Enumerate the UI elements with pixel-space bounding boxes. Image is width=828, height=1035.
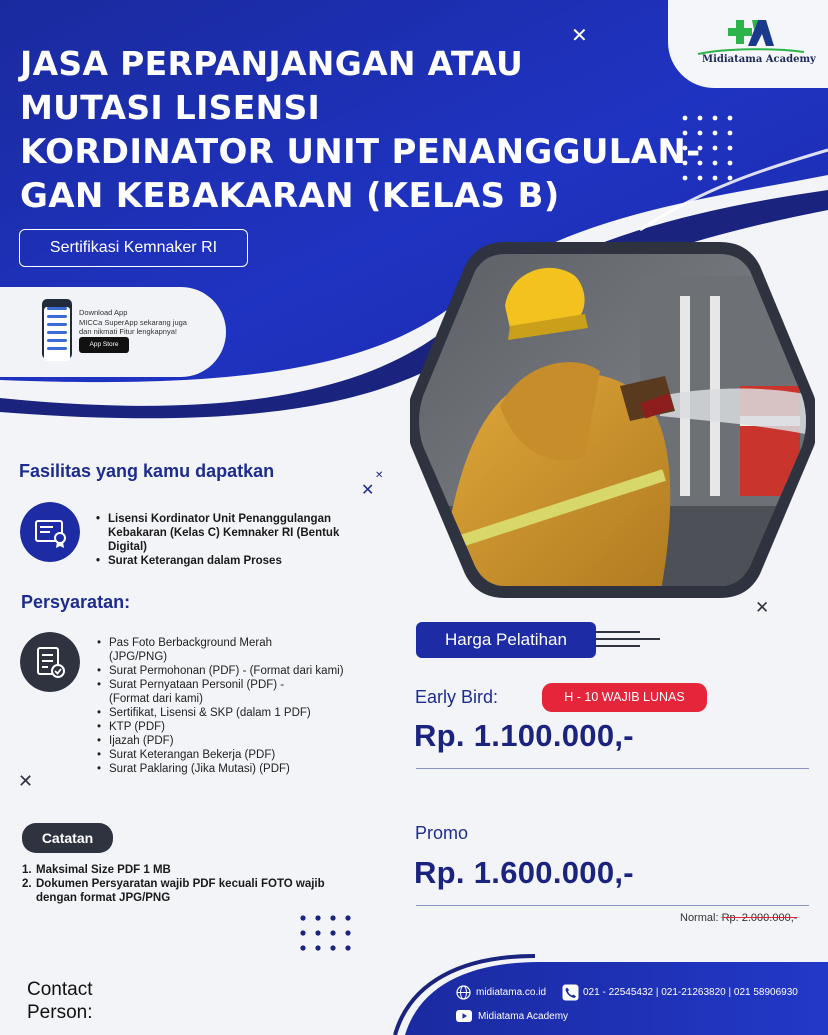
early-bird-badge: H - 10 WAJIB LUNAS (542, 683, 707, 712)
requirements-heading: Persyaratan: (21, 592, 131, 612)
x-mark-decoration: ✕ (755, 598, 770, 617)
app-promo-card[interactable] (0, 287, 226, 377)
list-item: • Lisensi Kordinator Unit Penanggulangan Kebakaran (Kelas C) Kemnaker RI (Bentuk Digital) (94, 512, 364, 554)
promo-label: Promo (415, 823, 469, 843)
list-number: 2. (22, 878, 32, 890)
youtube-channel[interactable]: Midiatama Academy (478, 1011, 569, 1022)
firefighter-photo-illustration (410, 236, 815, 606)
normal-price (680, 912, 797, 924)
certification-badge: Sertifikasi Kemnaker RI (19, 229, 248, 267)
app-promo-text (79, 308, 187, 337)
title-line: KORDINATOR UNIT PENANGGULAN- (20, 132, 701, 172)
x-mark-decoration: ✕ (18, 771, 34, 791)
facilities-heading: Fasilitas yang kamu dapatkan (19, 461, 275, 481)
list-item: • KTP (PDF) (95, 720, 375, 734)
divider (416, 905, 809, 906)
x-mark-decoration: ✕ (361, 482, 375, 499)
promo-price: Rp. 1.600.000,- (414, 855, 634, 890)
app-promo-line: MICCa SuperApp sekarang juga (79, 317, 187, 327)
divider (416, 768, 809, 769)
list-item (22, 863, 342, 877)
page-title (20, 42, 720, 218)
normal-price-label: Normal: (680, 912, 719, 924)
notes-list (22, 863, 342, 905)
note-text: Dokumen Persyaratan wajib PDF kecuali FOTO wajib dengan format JPG/PNG (36, 878, 325, 904)
x-mark-decoration: ✕ (571, 25, 588, 47)
brand-name: Midiatama Academy (702, 54, 816, 65)
list-item: • Surat Keterangan dalam Proses (94, 554, 364, 568)
certificate-icon (20, 502, 80, 562)
facilities-list (94, 512, 364, 568)
list-item: • Surat Pernyataan Personil (PDF) - (Format dari kami) (95, 678, 300, 706)
globe-icon (456, 985, 471, 1000)
app-store-button[interactable] (79, 337, 129, 353)
requirements-list (95, 636, 375, 776)
title-line: JASA PERPANJANGAN ATAU (20, 44, 524, 83)
early-bird-label: Early Bird: (415, 687, 499, 707)
phone-mockup-icon (42, 299, 72, 359)
list-item: • Surat Keterangan Bekerja (PDF) (95, 748, 375, 762)
checklist-icon (20, 632, 80, 692)
normal-price-value: Rp. 2.000.000,- (721, 912, 798, 924)
list-item: • Pas Foto Berbackground Merah (JPG/PNG) (95, 636, 295, 664)
x-mark-decoration: ✕ (375, 470, 384, 481)
contact-line: Person: (27, 1002, 93, 1023)
list-item: • Surat Paklaring (Jika Mutasi) (PDF) (95, 762, 375, 776)
contact-person-label (27, 978, 92, 1024)
app-promo-line: dan nikmati Fitur lengkapnya! (79, 327, 177, 336)
list-item (22, 877, 342, 905)
pricing-heading: Harga Pelatihan (416, 622, 596, 658)
notes-heading: Catatan (22, 823, 113, 853)
app-store-label: App Store (89, 341, 119, 348)
title-line: MUTASI LISENSI (20, 88, 321, 127)
list-item: • Ijazah (PDF) (95, 734, 375, 748)
title-line: GAN KEBAKARAN (KELAS B) (20, 176, 560, 216)
youtube-icon (456, 1010, 472, 1022)
website-link[interactable]: midiatama.co.id (476, 987, 547, 998)
note-text: Maksimal Size PDF 1 MB (36, 864, 171, 876)
phone-icon (562, 984, 579, 1001)
list-number: 1. (22, 864, 32, 876)
firefighter-photo (410, 236, 815, 606)
list-item: • Surat Permohonan (PDF) - (Format dari kami) (95, 664, 375, 678)
phone-numbers[interactable]: 021 - 22545432 | 021-21263820 | 021 58906930 (583, 987, 798, 998)
midiatama-logo-icon (718, 16, 774, 50)
list-item: • Sertifikat, Lisensi & SKP (dalam 1 PDF) (95, 706, 375, 720)
early-bird-price: Rp. 1.100.000,- (414, 718, 634, 753)
app-promo-line: Download App (79, 308, 128, 317)
contact-line: Contact (27, 979, 93, 1000)
